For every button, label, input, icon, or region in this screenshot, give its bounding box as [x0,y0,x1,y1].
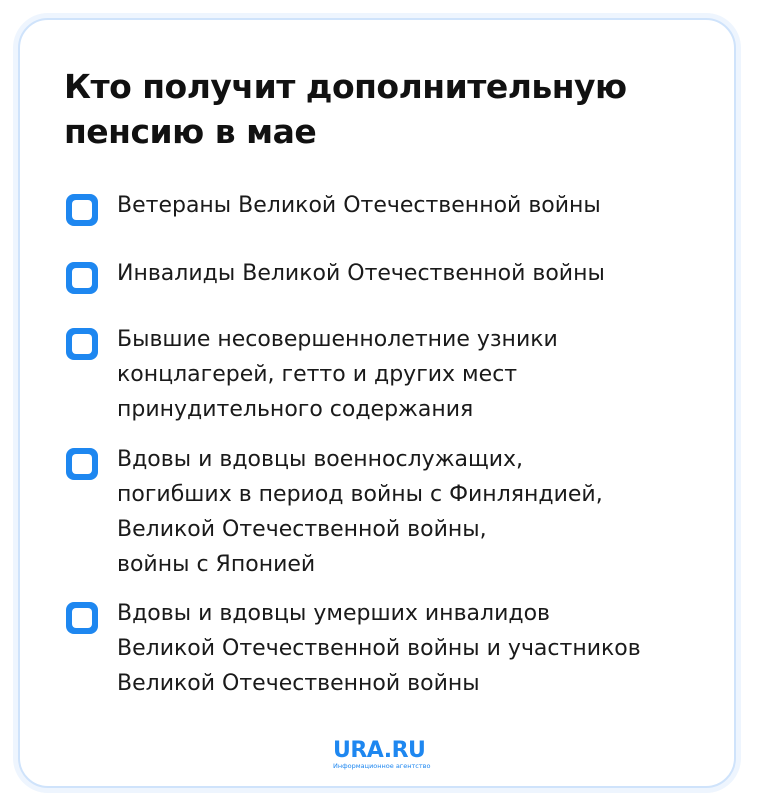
checkbox-icon [66,602,98,634]
list-item-text: Ветераны Великой Отечественной войны [117,193,601,218]
list-item-text: Вдовы и вдовцы умерших инвалидов Великой Отечественной войны и участников Великой Отечественной войны [117,601,641,696]
ura-logo [333,740,430,770]
logo-name: URA.RU [333,738,426,763]
list-item-text: Инвалиды Великой Отечественной войны [117,261,605,286]
checkbox-icon [66,328,98,360]
checkbox-icon [66,448,98,480]
checkbox-icon [66,194,98,226]
page-title: Кто получит дополнительную пенсию в мае [64,67,627,151]
list-item-text: Бывшие несовершеннолетние узники концлагерей, гетто и других мест принудительного содержания [117,327,558,422]
list-item-text: Вдовы и вдовцы военнослужащих, погибших в период войны с Финляндией, Великой Отечественной войны, войны с Японией [117,447,603,577]
logo-tagline: Информационное агентство [333,762,431,770]
checkbox-icon [66,262,98,294]
